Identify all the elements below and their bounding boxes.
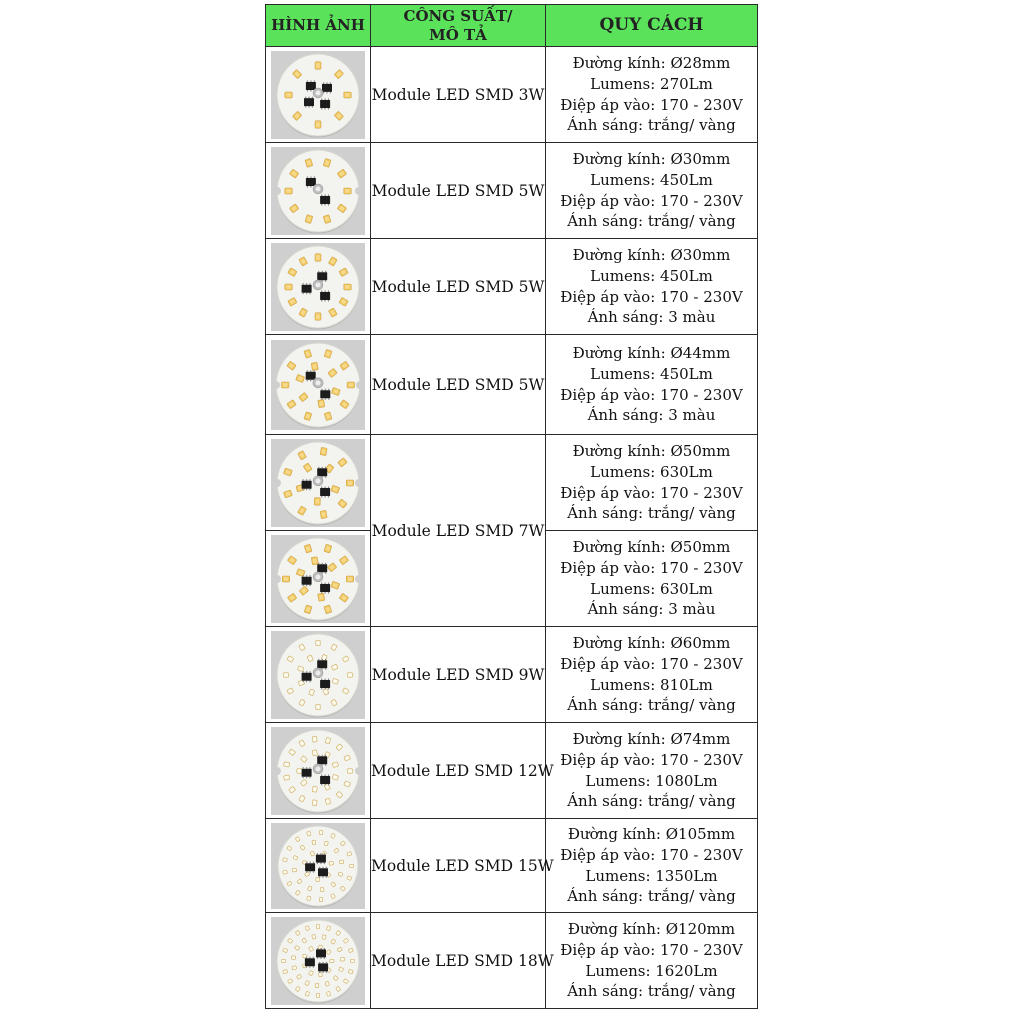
led-module-photo <box>271 439 365 527</box>
image-cell <box>266 819 371 913</box>
led-module-spec-table <box>265 4 758 1009</box>
image-cell <box>266 913 371 1009</box>
spec-diameter: Đường kính: Ø105mm <box>567 825 736 844</box>
spec-lumens: Lumens: 450Lm <box>590 364 713 383</box>
module-description: Module LED SMD 5W <box>371 335 546 435</box>
spec-voltage: Điệp áp vào: 170 - 230V <box>560 287 743 306</box>
led-module-photo <box>271 631 365 719</box>
spec-light: Ánh sáng: trắng/ vàng <box>567 696 736 715</box>
table-header-row <box>266 5 758 47</box>
spec-voltage: Điệp áp vào: 170 - 230V <box>560 483 743 502</box>
spec-cell <box>546 143 758 239</box>
led-module-photo <box>271 51 365 139</box>
led-module-photo <box>271 243 365 331</box>
spec-voltage: Điệp áp vào: 170 - 230V <box>560 654 743 673</box>
spec-lumens: Lumens: 810Lm <box>590 675 713 694</box>
image-cell <box>266 531 371 627</box>
module-description: Module LED SMD 5W <box>371 239 546 335</box>
led-module-photo <box>271 823 365 909</box>
table-row <box>266 239 758 335</box>
image-cell <box>266 435 371 531</box>
spec-cell <box>546 47 758 143</box>
spec-light: Ánh sáng: 3 màu <box>587 308 716 327</box>
led-module-photo <box>271 917 365 1005</box>
table-row <box>266 335 758 435</box>
spec-light: Ánh sáng: 3 màu <box>587 406 716 425</box>
module-description: Module LED SMD 5W <box>371 143 546 239</box>
module-description: Module LED SMD 3W <box>371 47 546 143</box>
spec-lumens: Lumens: 630Lm <box>590 579 713 598</box>
spec-diameter: Đường kính: Ø30mm <box>572 246 731 265</box>
header-power-line1: CÔNG SUẤT/ <box>403 6 513 25</box>
spec-voltage: Điệp áp vào: 170 - 230V <box>560 95 743 114</box>
spec-lumens: Lumens: 630Lm <box>590 462 713 481</box>
image-cell <box>266 335 371 435</box>
spec-diameter: Đường kính: Ø74mm <box>572 730 731 749</box>
table-row <box>266 723 758 819</box>
spec-cell <box>546 239 758 335</box>
spec-voltage: Điệp áp vào: 170 - 230V <box>560 191 743 210</box>
spec-voltage: Điệp áp vào: 170 - 230V <box>560 845 743 864</box>
spec-diameter: Đường kính: Ø50mm <box>572 538 731 557</box>
spec-light: Ánh sáng: trắng/ vàng <box>567 212 736 231</box>
led-module-photo <box>271 147 365 235</box>
spec-lumens: Lumens: 270Lm <box>590 74 713 93</box>
module-description: Module LED SMD 12W <box>371 723 546 819</box>
image-cell <box>266 723 371 819</box>
spec-diameter: Đường kính: Ø60mm <box>572 634 731 653</box>
spec-light: Ánh sáng: trắng/ vàng <box>567 887 736 906</box>
table-row <box>266 627 758 723</box>
module-description: Module LED SMD 7W <box>371 435 546 627</box>
led-module-photo <box>271 727 365 815</box>
spec-diameter: Đường kính: Ø120mm <box>567 920 736 939</box>
spec-voltage: Điệp áp vào: 170 - 230V <box>560 750 743 769</box>
image-cell <box>266 143 371 239</box>
spec-light: Ánh sáng: trắng/ vàng <box>567 504 736 523</box>
module-description: Module LED SMD 18W <box>371 913 546 1009</box>
spec-cell <box>546 531 758 627</box>
led-module-photo <box>271 535 365 623</box>
module-description: Module LED SMD 15W <box>371 819 546 913</box>
led-module-photo <box>271 340 365 430</box>
table-row <box>266 47 758 143</box>
module-description: Module LED SMD 9W <box>371 627 546 723</box>
spec-lumens: Lumens: 450Lm <box>590 170 713 189</box>
spec-lumens: Lumens: 1350Lm <box>585 866 718 885</box>
table-row <box>266 819 758 913</box>
spec-diameter: Đường kính: Ø30mm <box>572 150 731 169</box>
spec-diameter: Đường kính: Ø28mm <box>572 54 731 73</box>
table-row <box>266 435 758 531</box>
spec-cell <box>546 335 758 435</box>
header-power-desc <box>371 5 546 47</box>
header-spec: QUY CÁCH <box>546 5 758 47</box>
header-image: HÌNH ẢNH <box>266 5 371 47</box>
table-row <box>266 143 758 239</box>
spec-voltage: Điệp áp vào: 170 - 230V <box>560 940 743 959</box>
spec-lumens: Lumens: 450Lm <box>590 266 713 285</box>
spec-voltage: Điệp áp vào: 170 - 230V <box>560 558 743 577</box>
image-cell <box>266 239 371 335</box>
spec-light: Ánh sáng: trắng/ vàng <box>567 982 736 1001</box>
spec-cell <box>546 627 758 723</box>
table-row <box>266 913 758 1009</box>
spec-diameter: Đường kính: Ø44mm <box>572 344 731 363</box>
spec-lumens: Lumens: 1080Lm <box>585 771 718 790</box>
image-cell <box>266 47 371 143</box>
spec-cell <box>546 435 758 531</box>
spec-voltage: Điệp áp vào: 170 - 230V <box>560 385 743 404</box>
spec-light: Ánh sáng: trắng/ vàng <box>567 116 736 135</box>
spec-cell <box>546 723 758 819</box>
spec-light: Ánh sáng: trắng/ vàng <box>567 792 736 811</box>
spec-cell <box>546 819 758 913</box>
spec-light: Ánh sáng: 3 màu <box>587 600 716 619</box>
spec-lumens: Lumens: 1620Lm <box>585 961 718 980</box>
spec-cell <box>546 913 758 1009</box>
image-cell <box>266 627 371 723</box>
spec-diameter: Đường kính: Ø50mm <box>572 442 731 461</box>
header-power-line2: MÔ TẢ <box>429 25 487 44</box>
